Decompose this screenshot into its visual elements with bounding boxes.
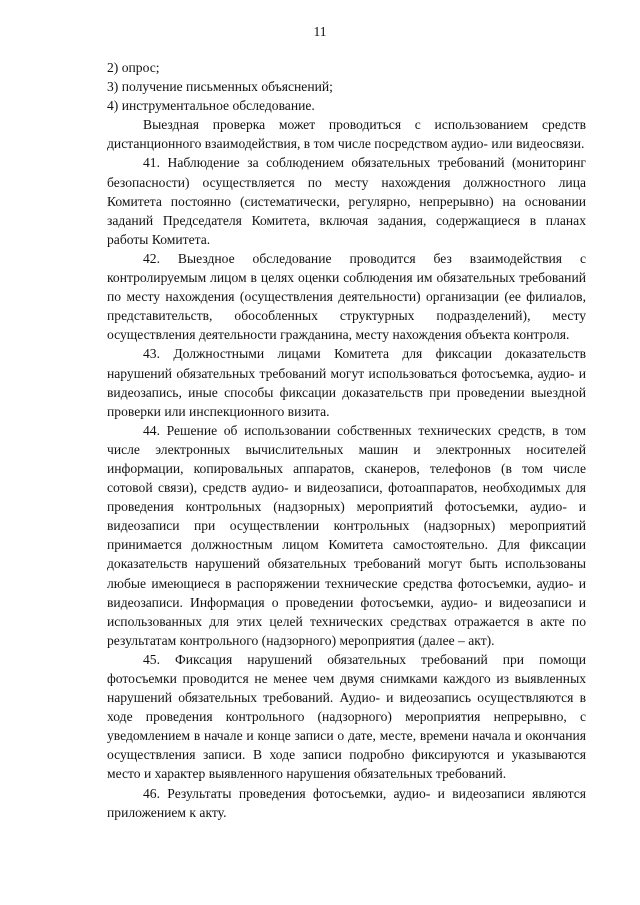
- paragraph-43: 43. Должностными лицами Комитета для фиксации доказательств нарушений обязательных требований могут использоваться фотосъемка, аудио- и видеозапись, иные способы фиксации доказательств при проведении выездной проверки или инспекционного визита.: [107, 346, 586, 419]
- list-item-3: 3) получение письменных объяснений;: [107, 79, 333, 95]
- list-item-4: 4) инструментальное обследование.: [107, 98, 315, 114]
- paragraph-remote-inspection: Выездная проверка может проводиться с использованием средств дистанционного взаимодействия, в том числе посредством аудио- или видеосвязи.: [107, 117, 586, 152]
- document-body: [107, 58, 586, 822]
- paragraph-44: 44. Решение об использовании собственных технических средств, в том числе электронных вычислительных машин и электронных носителей информации, копировальных аппаратов, сканеров, телефонов (в том числе сотовой связи), средств аудио- и видеозаписи, фотоаппаратов, необходимых для проведения контрольных (надзорных) мероприятий фотосъемки, аудио- и видеозаписи при осуществлении контрольных (надзорных) мероприятий принимается должностным лицом Комитета самостоятельно. Для фиксации доказательств нарушений обязательных требований могут быть использованы любые имеющиеся в распоряжении технические средства фотосъемки, аудио- и видеозаписи. Информация о проведении фотосъемки, аудио- и видеозаписи и использованных для этих целей технических средствах отражается в акте по результатам контрольного (надзорного) мероприятия (далее – акт).: [107, 422, 586, 648]
- list-item-2: 2) опрос;: [107, 60, 160, 75]
- paragraph-46: 46. Результаты проведения фотосъемки, аудио- и видеозаписи являются приложением к акту.: [107, 785, 586, 820]
- paragraph-42: 42. Выездное обследование проводится без взаимодействия с контролируемым лицом в целях оценки соблюдения им обязательных требований по месту нахождения (осуществления деятельности) организации (ее филиалов, представительств, обособленных структурных подразделений), месту осуществления деятельности гражданина, месту нахождения объекта контроля.: [107, 250, 586, 343]
- paragraph-41: 41. Наблюдение за соблюдением обязательных требований (мониторинг безопасности) осуществляется по месту нахождения должностного лица Комитета постоянно (систематически, регулярно, непрерывно) на основании заданий Председателя Комитета, включая задания, содержащиеся в планах работы Комитета.: [107, 155, 586, 247]
- page-number: 11: [313, 24, 327, 39]
- paragraph-45: 45. Фиксация нарушений обязательных требований при помощи фотосъемки проводится не менее чем двумя снимками каждого из выявленных нарушений обязательных требований. Аудио- и видеозапись осуществляются в ходе проведения контрольного (надзорного) мероприятия непрерывно, с уведомлением в начале и конце записи о дате, месте, времени начала и окончания осуществления записи. В ходе записи подробно фиксируются и указываются место и характер выявленного нарушения обязательных требований.: [107, 651, 586, 782]
